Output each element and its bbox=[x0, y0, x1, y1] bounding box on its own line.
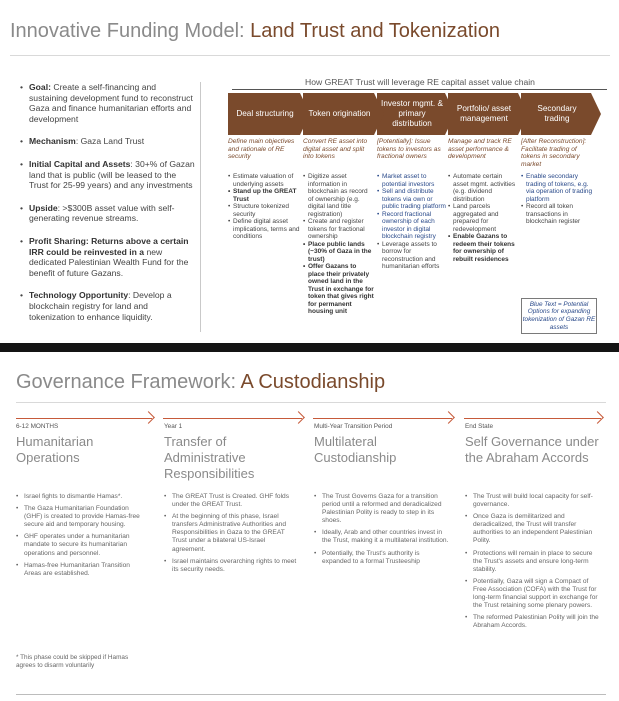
activity-item: • Market asset to potential investors bbox=[377, 173, 435, 188]
bullet-upside: • Upside: >$300B asset value with self-generating revenue streams. bbox=[20, 202, 175, 224]
phase-period: Multi-Year Transition Period bbox=[314, 423, 393, 430]
timeline-segment bbox=[16, 418, 152, 419]
step-deal-structuring: Deal structuring bbox=[228, 93, 300, 135]
bullet-dot: • bbox=[465, 513, 468, 521]
bullet-dot: • bbox=[377, 240, 380, 248]
bullet-dot: • bbox=[465, 614, 468, 622]
activity-item: • Automate certain asset mgmt. activities (e.g. dividend distribution bbox=[448, 173, 516, 203]
section-divider bbox=[200, 82, 211, 332]
activity-item: • Sell and distribute tokens via own or public trading platform bbox=[377, 188, 446, 210]
footnote: * This phase could be skipped if Hamas agrees to disarm voluntarily bbox=[16, 654, 129, 669]
activity-item: • Record fractional ownership of each investor in digital blockchain registry bbox=[377, 210, 436, 240]
phase-bullet: • Israel fights to dismantle Hamas*. bbox=[16, 493, 123, 500]
bullet-dot: • bbox=[448, 203, 451, 210]
phase-self-governance bbox=[465, 423, 605, 466]
activity-item: • Enable secondary trading of tokens, e.g. via operation of trading platform bbox=[521, 173, 593, 203]
phase-bullet: • Ideally, Arab and other countries invest in the Trust, making it a multilateral institution. bbox=[314, 529, 449, 545]
key-points bbox=[20, 82, 195, 332]
timeline-segment bbox=[313, 418, 452, 419]
bullet-dot: • bbox=[228, 173, 231, 180]
phase-bullet: • Once Gaza is demilitarized and deradicalized, the Trust will transfer authorities to an independent Palestinian Polity. bbox=[465, 513, 593, 545]
slide-land-trust bbox=[0, 0, 619, 343]
step-description: Manage and track RE asset performance & development bbox=[448, 138, 512, 161]
bullet-dot: • bbox=[16, 561, 19, 569]
step-description: Convert RE asset into digital asset and split into tokens bbox=[303, 138, 368, 161]
activity-item: • Stand up the GREAT Trust bbox=[228, 188, 297, 203]
step-activities-portfolio-mgmt bbox=[448, 173, 518, 263]
timeline-arrow-icon bbox=[292, 411, 305, 424]
timeline-arrow-icon bbox=[442, 411, 455, 424]
bullet-dot: • bbox=[314, 529, 317, 537]
bullet-dot: • bbox=[377, 188, 380, 195]
phase-bullets bbox=[314, 493, 450, 570]
bullet-mechanism: • Mechanism: Gaza Land Trust bbox=[20, 136, 145, 147]
blue-text-legend: Blue Text = Potential Options for expanding tokenization of Gazan RE assets bbox=[521, 298, 597, 334]
phase-bullet: • The Gaza Humanitarian Foundation (GHF) is created to provide Hamas-free secure aid and temporary housing. bbox=[16, 505, 140, 529]
phase-title: Multilateral Custodianship bbox=[314, 434, 397, 465]
activity-item: • Estimate valuation of underlying assets bbox=[228, 173, 294, 188]
bullet-dot: • bbox=[228, 218, 231, 225]
bullet-dot: • bbox=[448, 173, 451, 180]
phase-bullets bbox=[465, 493, 601, 634]
title-rule bbox=[10, 55, 610, 56]
bullet-dot: • bbox=[303, 263, 306, 270]
value-chain-rule bbox=[232, 89, 607, 90]
activity-item: • Record all token transactions in blockchain register bbox=[521, 203, 581, 225]
bullet-dot: • bbox=[377, 210, 380, 218]
value-chain-title: How GREAT Trust will leverage RE capital asset value chain bbox=[305, 77, 535, 87]
phase-multilateral-custodianship bbox=[314, 423, 454, 466]
step-activities-secondary-trading bbox=[521, 173, 593, 226]
bullet-dot: • bbox=[465, 577, 468, 585]
bullet-dot: • bbox=[228, 188, 231, 195]
phase-period: Year 1 bbox=[164, 423, 183, 430]
bullet-dot: • bbox=[314, 549, 317, 557]
phase-period: End State bbox=[465, 423, 494, 430]
phase-title: Humanitarian Operations bbox=[16, 434, 94, 465]
title-rule bbox=[16, 402, 606, 403]
step-description: [After Reconstruction]: Facilitate trading of tokens in secondary market bbox=[521, 138, 587, 168]
phase-period: 6-12 MONTHS bbox=[16, 423, 59, 430]
phase-bullet: • Potentially, the Trust's authority is expanded to a formal Trusteeship bbox=[314, 549, 420, 565]
step-investor-mgmt: Investor mgmt. & primary distribution bbox=[377, 93, 445, 135]
bullet-dot: • bbox=[20, 82, 24, 92]
activity-item: • Land parcels aggregated and prepared for redevelopment bbox=[448, 203, 499, 233]
bullet-technology: • Technology Opportunity: Develop a blockchain registry for land and tokenization to enhance liquidity. bbox=[20, 290, 172, 322]
step-description: [Potentially]: Issue tokens to investors as fractional owners bbox=[377, 138, 441, 161]
phase-transfer-responsibilities bbox=[164, 423, 304, 482]
slide-title: Governance Framework: A Custodianship bbox=[16, 371, 386, 393]
phase-bullet: • Potentially, Gaza will sign a Compact of Free Association (COFA) with the Trust for long-term financial support in exchange for the Trust retaining some plenary powers. bbox=[465, 577, 598, 610]
bullet-dot: • bbox=[164, 557, 167, 565]
step-activities-token-origination bbox=[303, 173, 374, 316]
bullet-dot: • bbox=[164, 493, 167, 500]
bullet-goal: • Goal: Create a self-financing and sustaining development fund to reconstruct Gaza and finance humanitarian efforts and development bbox=[20, 82, 193, 124]
phase-bullets bbox=[16, 493, 144, 582]
bullet-dot: • bbox=[16, 493, 19, 500]
bullet-dot: • bbox=[164, 513, 167, 521]
phase-bullet: • At the beginning of this phase, Israel transfers Administrative Authorities and Responsibilities in Gaza to the GREAT Trust under a bilateral US-Israel agreement. bbox=[164, 513, 286, 553]
phase-bullet: • GHF operates under a humanitarian mandate to secure its humanitarian operations and personnel. bbox=[16, 533, 130, 557]
bullet-dot: • bbox=[228, 203, 231, 210]
phase-title: Self Governance under the Abraham Accords bbox=[465, 434, 599, 465]
bullet-dot: • bbox=[448, 233, 451, 240]
timeline-segment bbox=[464, 418, 601, 419]
phase-title: Transfer of Administrative Responsibilities bbox=[164, 434, 255, 481]
bullet-profit-sharing: • Profit Sharing: Returns above a certain IRR could be reinvested in a new dedicated Palestinian Wealth Fund for the benefit of future Gazans. bbox=[20, 235, 189, 278]
bullet-dot: • bbox=[521, 203, 524, 210]
timeline-arrow-icon bbox=[591, 411, 604, 424]
phase-bullet: • Israel maintains overarching rights to meet its security needs. bbox=[164, 557, 297, 573]
bullet-dot: • bbox=[16, 533, 19, 541]
phase-bullet: • The reformed Palestinian Polity will join the Abraham Accords. bbox=[465, 614, 599, 630]
step-activities-deal-structuring bbox=[228, 173, 300, 241]
bottom-rule bbox=[16, 694, 606, 695]
activity-item: • Digitize asset information in blockchain as record of ownership (e.g. digital land title registration) bbox=[303, 173, 368, 218]
phase-bullets bbox=[164, 493, 300, 578]
step-secondary-trading: Secondary trading bbox=[521, 93, 591, 135]
phase-bullet: • Hamas-free Humanitarian Transition Areas are established. bbox=[16, 561, 130, 577]
slide-title: Innovative Funding Model: Land Trust and Tokenization bbox=[10, 20, 500, 42]
activity-item: • Define digital asset implications, terms and conditions bbox=[228, 218, 300, 240]
timeline-arrow-icon bbox=[142, 411, 155, 424]
activity-item: • Enable Gazans to redeem their tokens for ownership of rebuilt residences bbox=[448, 233, 515, 263]
step-activities-investor-mgmt bbox=[377, 173, 446, 271]
slide-governance bbox=[0, 352, 619, 701]
bullet-dot: • bbox=[377, 173, 380, 180]
phase-bullet: • The Trust will build local capacity for self-governance. bbox=[465, 493, 593, 509]
activity-item: • Offer Gazans to place their privately owned land in the Trust in exchange for token that gives right for permanent housing unit bbox=[303, 263, 374, 315]
phase-bullet: • The GREAT Trust is Created. GHF folds under the GREAT Trust. bbox=[164, 493, 290, 509]
bullet-dot: • bbox=[314, 493, 317, 500]
slide-separator bbox=[0, 343, 619, 352]
phase-humanitarian-operations bbox=[16, 423, 156, 466]
bullet-dot: • bbox=[303, 173, 306, 180]
step-token-origination: Token origination bbox=[303, 93, 374, 135]
bullet-dot: • bbox=[303, 240, 306, 248]
step-portfolio-mgmt: Portfolio/ asset management bbox=[448, 93, 518, 135]
bullet-dot: • bbox=[521, 173, 524, 180]
bullet-dot: • bbox=[16, 505, 19, 513]
activity-item: • Create and register tokens for fractional ownership bbox=[303, 218, 365, 240]
timeline-segment bbox=[163, 418, 302, 419]
bullet-dot: • bbox=[303, 218, 306, 225]
phase-bullet: • The Trust Governs Gaza for a transition period until a reformed and deradicalized Palestinian Polity is ready to step in its shoes. bbox=[314, 493, 442, 525]
bullet-dot: • bbox=[465, 549, 468, 557]
activity-item: • Place public lands (~30% of Gaza in the trust) bbox=[303, 240, 372, 263]
bullet-initial-capital: • Initial Capital and Assets: 30+% of Gazan land that is public (will be leased to the Trust for 25-99 years) and any investments bbox=[20, 158, 195, 191]
bullet-dot: • bbox=[465, 493, 468, 500]
activity-item: • Structure tokenized security bbox=[228, 203, 290, 218]
phase-bullet: • Protections will remain in place to secure the Trust's assets and ensure long-term stability. bbox=[465, 549, 593, 573]
activity-item: • Leverage assets to borrow for reconstruction and humanitarian efforts bbox=[377, 240, 440, 270]
step-description: Define main objectives and rationale of RE security bbox=[228, 138, 295, 161]
